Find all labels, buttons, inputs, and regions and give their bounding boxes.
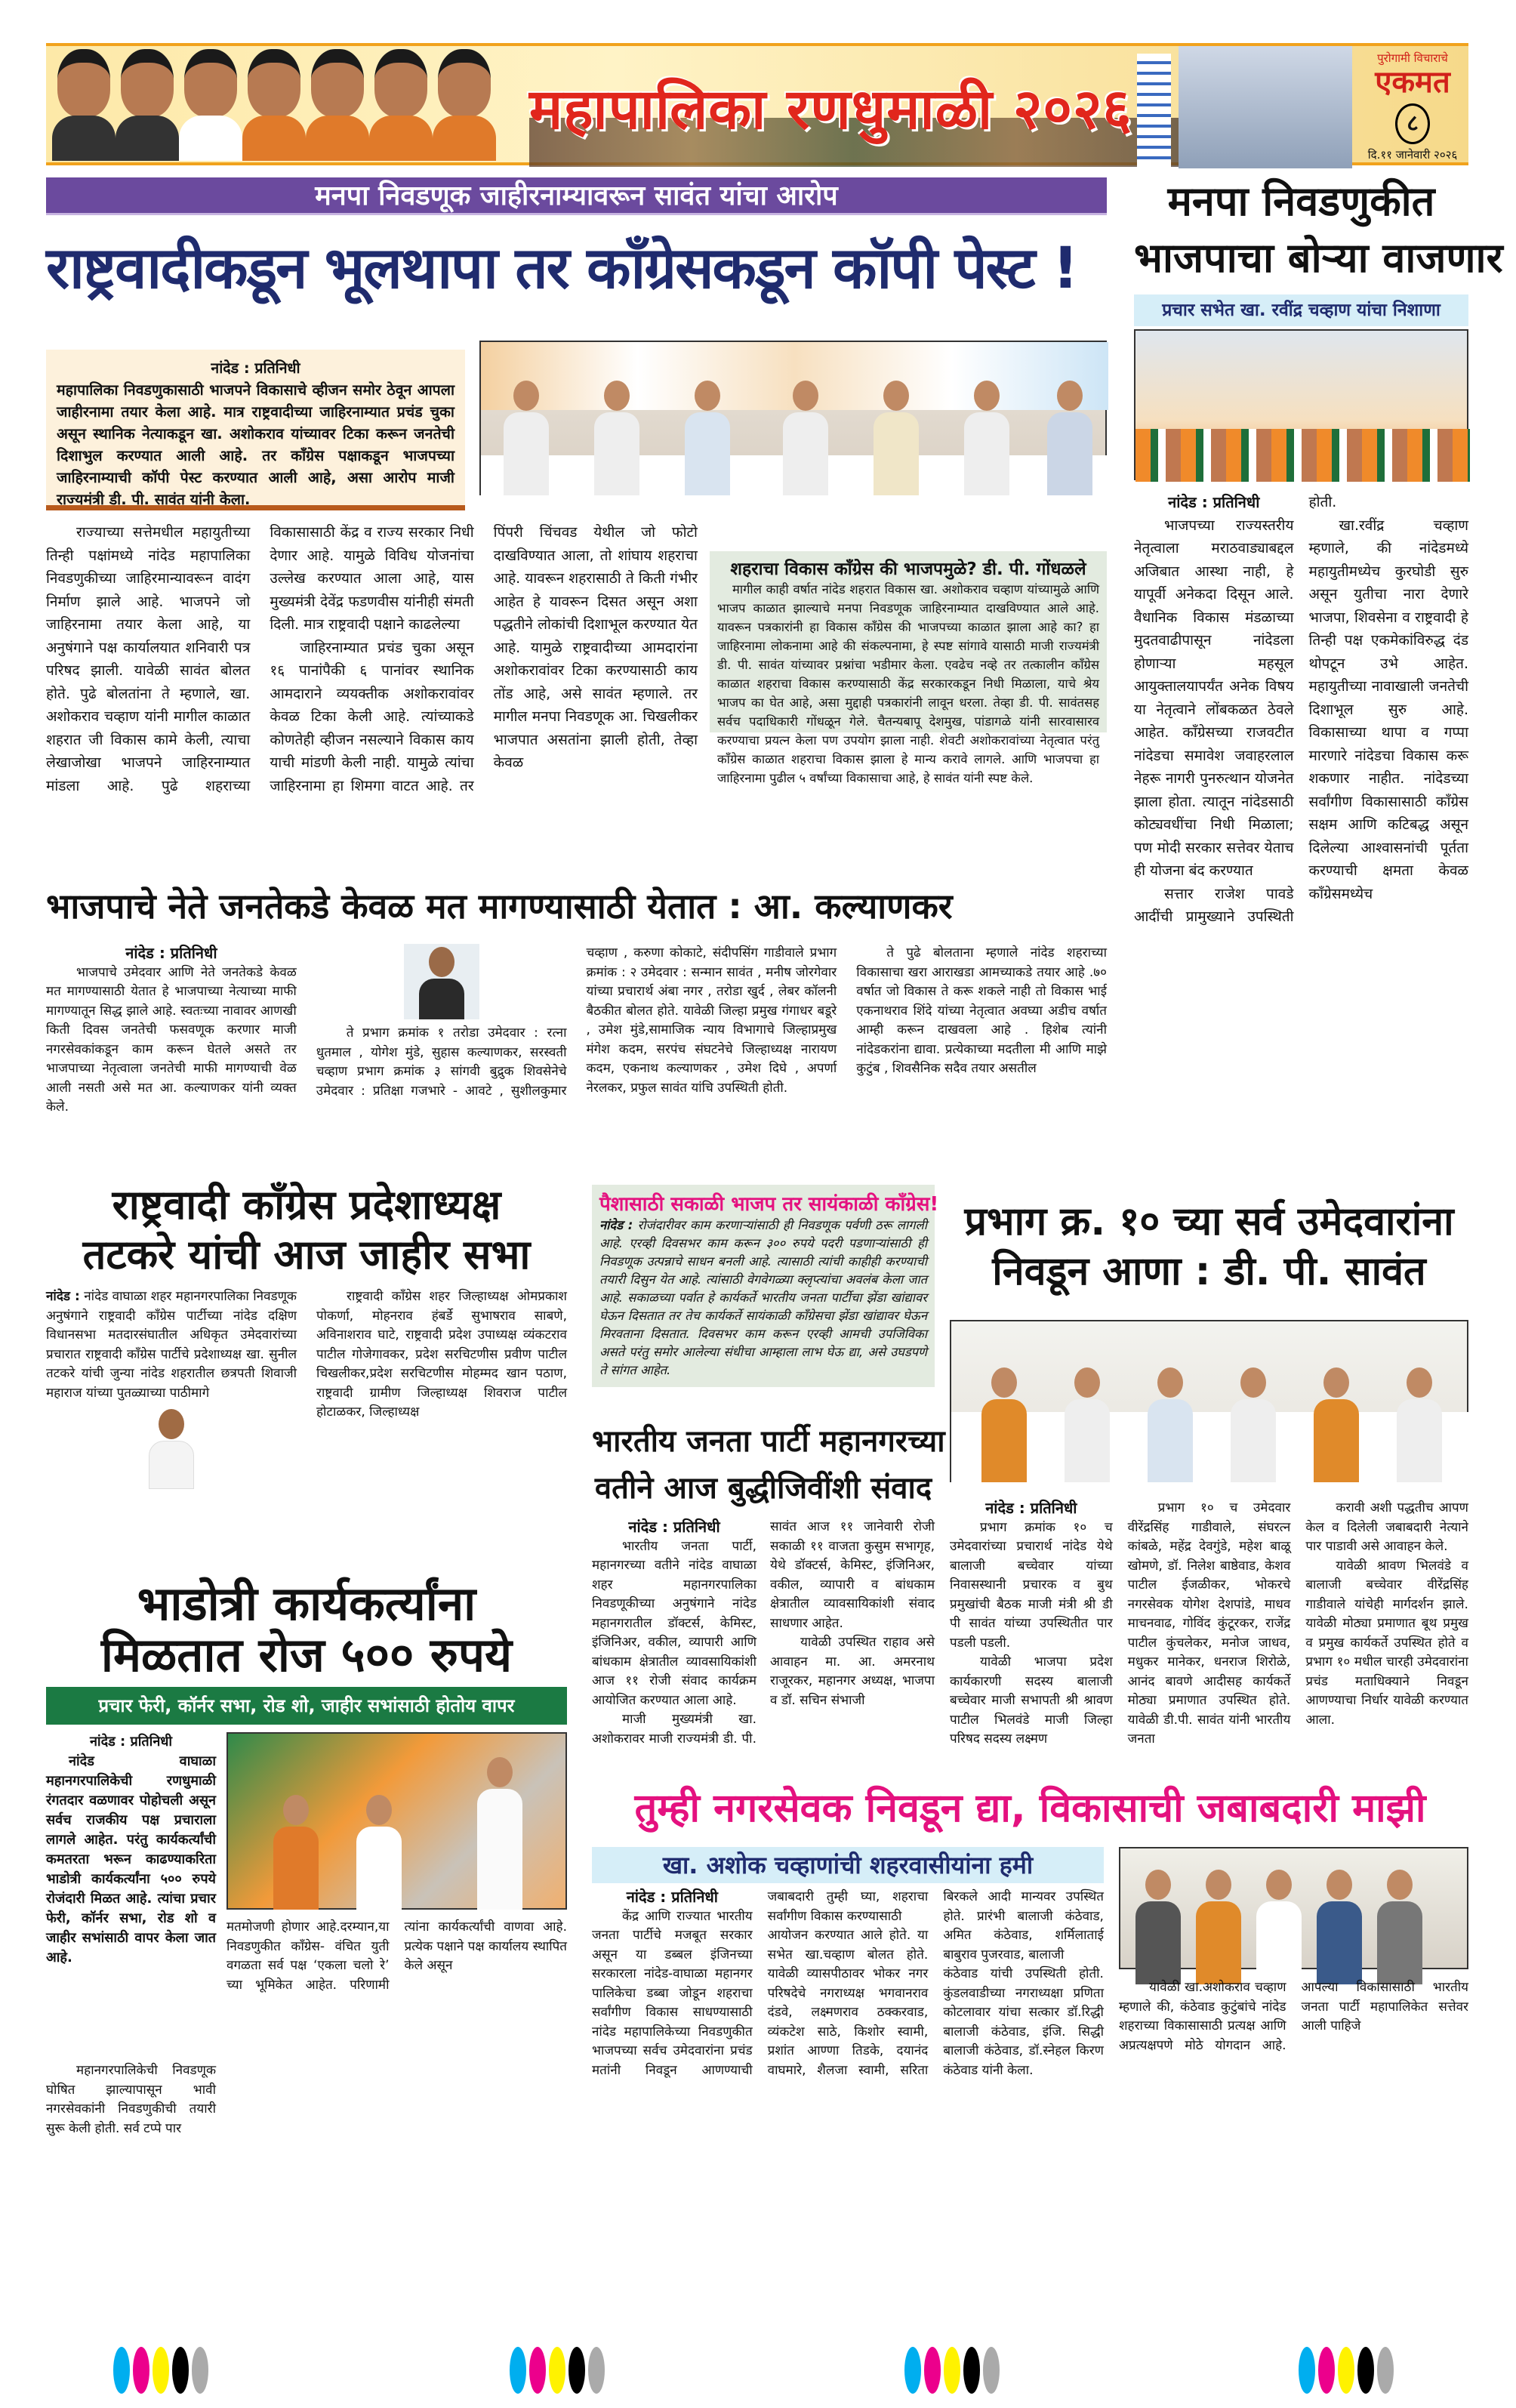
color-registration-marks [510, 2347, 605, 2394]
right-body-paragraph: सत्तार राजेश पावडे आदींची प्रामुख्याने उपस्थिती होती. [1134, 494, 1337, 925]
prabhag10-body-paragraph: प्रभाग क्रमांक १० च उमेदवारांच्या प्रचारार्थ नांदेड येथे बालाजी बच्चेवार यांच्या निवासस्थानी प्रचारक व बुथ प्रमुखांची बैठक माजी मंत्री श्री डी पी सावंत यांच्या उपस्थितीत पार पडली पडली. [950, 1519, 1113, 1651]
sidebar-box-headline: शहराचा विकास काँग्रेस की भाजपमुळे? डी. पी. गोंधळले [730, 560, 1086, 579]
tatkare-body [46, 1287, 567, 1552]
kalyankar-body-paragraph: ते प्रभाग क्रमांक १ तरोडा उमेदवार : रत्ना धुतमाल , योगेश मुंडे, सुहास कल्याणकर, सरस्वती चव्हाण प्रभाग क्रमांक ३ सांगवी बुद्रुक शिवसेनेचे उमेदवार : प्रतिक्षा गजभारे - आवटे , सुशीलकुमार चव्हाण , करुणा कोकाटे, संदीपसिंग गाडीवाले प्रभाग क्रमांक : २ उमेदवार : सन्मान सावंत , मनीष जोरगेवार यांच्या प्रचारार्थ अंबा नगर , तरोडा खुर्द , लेबर कॉलनी बैठकीत बोलत होते. यावेळी जिल्हा प्रमुख गंगाधर बडूरे , उमेश मुंडे,सामाजिक न्याय विभागाचे जिल्हाप्रमुख मंगेश कदम, सरपंच संघटनेचे जिल्हाध्यक्ष नारायण कदम, एकनाथ कल्याणकर , उमेश दिघे , अपर्णा नेरलकर, प्रफुल सावंत यांचि उपस्थिती होती. [316, 945, 837, 1099]
paper-logo [1360, 51, 1465, 162]
dateline: नांदेड : [599, 1218, 633, 1232]
dateline: नांदेड : प्रतिनिधी [1168, 493, 1260, 511]
buddhijivi-body [592, 1518, 935, 1771]
candidate-photo [306, 49, 369, 162]
sidebar-box-text: मागील काही वर्षात नांदेड शहरात विकास खा. अशोकराव चव्हाण यांच्यामुळे आणि भाजप काळात झाल्याचे मनपा निवडणूक जाहिरनाम्यात दाखविण्यात आले आहे. यावरून पत्रकारांनी हा विकास काँग्रेस की भाजपच्या काळात झाला आहे का? हा जाहिरनामा लोकनामा आहे की संकल्पनामा, हे स्पष्ट सांगावे यासाठी माजी राज्यमंत्री डी. पी. सावंत यांच्यावर प्रश्नांचा भडीमार केला. एवढेच नव्हे तर तत्कालीन काँग्रेस काळात शहराचा विकास करण्यासाठी केंद्र सरकारकडून निधी मिळाला, याचे श्रेय भाजप का घेत आहे, असा मुद्दाही पत्रकारांनी लावून धरला. तेव्हा डी. पी. सावंतसह सर्वच पदाधिकारी गोंधळून गेले. चैतन्यबापू देशमुख, पांडागळे यांनी सारवासारव करण्याचा प्रयत्न केला पण उपयोग झाला नाही. शेवटी अशोकरावांच्या नेतृत्वात परंतु काँग्रेस काळात शहराचा विकास झाला हे मान्य करावे लागले. आणि भाजपचा हा जाहिरनामा पुढील ५ वर्षांच्या विकासाचा आहे, हे सावंत यांनी स्पष्ट केले. [717, 582, 1099, 785]
tatkare-body-paragraph: नांदेड वाघाळा शहर महानगरपालिका निवडणूक अनुषंगाने राष्ट्रवादी काँग्रेस पार्टीच्या नांदेड दक्षिण विधानसभा मतदारसंघातील अधिकृत उमेदवारांच्या प्रचारात राष्ट्रवादी काँग्रेस पार्टीचे प्रदेशाध्यक्ष खा. सुनील तटकरे यांची जुन्या नांदेड शहरातील छत्रपती शिवाजी महाराज यांच्या पुतळ्याच्या पाठीमागे [46, 1289, 297, 1401]
bhadotri-body-paragraph: महानगरपालिकेची निवडणूक घोषित झाल्यापासून भावी नगरसेवकांनी निवडणुकीची तयारी सुरू केली होती. सर्व टप्पे पार [46, 2063, 216, 2136]
right-headline-line: भाजपाचा बोऱ्या वाजणार [1134, 234, 1503, 282]
buddhijivi-headline-line: भारतीय जनता पार्टी महानगरच्या [592, 1424, 945, 1459]
kalyankar-body-paragraph: ते पुढे बोलताना म्हणाले नांदेड शहराच्या विकासाचा खरा आराखडा आमच्याकडे तयार आहे .७० वर्षात जो विकास ते करू शकले नाही तो विकास भाई एकनाथराव शिंदे यांच्या नेतृत्वात अवघ्या अडीच वर्षात आम्ही करून दाखवला आहे . हिशेब त्यांनी नांदेडकरांना द्यावा. प्रत्येकाच्या मदतीला मी आणि माझे कुटुंब , शिवसैनिक सदैव तयार असतील [856, 945, 1107, 1076]
chavan-meeting-photo [1119, 1847, 1468, 1969]
chavan-headline: तुम्ही नगरसेवक निवडून द्या, विकासाची जबाबदारी माझी [634, 1786, 1426, 1831]
candidate-photo [52, 49, 116, 162]
kalyankar-headline: भाजपाचे नेते जनतेकडे केवळ मत मागण्यासाठी येतात : आ. कल्याणकर [46, 886, 953, 927]
prabhag10-body-paragraph: प्रभाग १० च उमेदवार वीरेंद्रसिंह गाडीवाले, संघरत्न कांबळे, महेंद्र देवगुंडे, महेश बाळू खोमणे, डॉ. निलेश बाष्ठेवाड, केशव पाटील ईजळीकर, भोकरचे नगरसेवक योगेश देशपांडे, माधव माचनवाढ, गोविंद कुंटूरकर, राजेंद्र पाटील कुंचलेकर, मनोज जाधव, मधुकर मानेकर, धनराज शिरोळे, आनंद बावणे आदीसह कार्यकर्ते मोठ्या प्रमाणात उपस्थित होते. यावेळी डी.पी. सावंत यांनी भारतीय जनता [1127, 1500, 1291, 1747]
buddhijivi-body-paragraph: यावेळी उपस्थित राहाव असे आवाहन मा. आ. अमरनाथ राजूरकर, महानगर अध्यक्ष, भाजपा व डॉ. सचिन संभाजी [770, 1635, 935, 1708]
right-subhead: प्रचार सभेत खा. रवींद्र चव्हाण यांचा निशाणा [1134, 294, 1468, 326]
candidate-photo [369, 49, 433, 162]
paisa-box-text: रोजंदारीवर काम करणाऱ्यांसाठी ही निवडणूक पर्वणी ठरू लागली आहे. एरव्ही दिवसभर काम करून ३०० रुपये पदरी पडणाऱ्यांसाठी ही निवडणूक उत्पन्नाचे साधन बनली आहे. त्यासाठी त्यांची काहीही करण्याची तयारी दिसुन येत आहे. त्यांसाठी वेगवेगळ्या क्लृप्त्यांचा अवलंब केला जात आहे. सकाळच्या पर्वात हे कार्यकर्ते भारतीय जनता पार्टीचा झेंडा खांद्यावर घेऊन दिसतात तर तेच कार्यकर्ते सायंकाळी काँग्रेसचा झेंडा खांद्यावर घेऊन मिरवताना दिसतात. दिवसभर काम करून एरव्ही आमची उपजिविका असते परंतु समोर आलेल्या संधीचा आम्हाला लाभ घेऊ द्या, असे उघडपणे ते सांगत आहेत. [599, 1218, 927, 1377]
paisa-box-headline: पैशासाठी सकाळी भाजप तर सायंकाळी काँग्रेस! [599, 1193, 939, 1216]
tatkare-portrait [130, 1406, 213, 1489]
evm-ballot-image [1137, 54, 1171, 167]
buddhijivi-headline [592, 1418, 945, 1512]
issue-date: दि.११ जानेवारी २०२६ [1367, 148, 1458, 162]
lead-body-paragraph: राज्याच्या सत्तेमधील महायुतीच्या तिन्ही पक्षांमध्ये नांदेड महापालिका निवडणुकीच्या जाहिरमान्यावरून वादंग निर्माण झाले आहे. भाजपने जो जाहिरनामा तयार केला आहे, या अनुषंगाने पक्ष कार्यालयात शनिवारी पत्र परिषद झाली. यावेळी सावंत बोलत होते. पुढे बोलतांना ते म्हणाले, खा. अशोकराव चव्हाण यांनी मागील काळात शहरात जी विकास कामे केली, त्याचा लेखाजोखा भाजपने जाहिरनाम्यात मांडला आहे. पुढे शहराच्या विकासासाठी केंद्र व राज्य सरकार निधी देणार आहे. यामुळे विविध योजनांचा उल्लेख करण्यात आला आहे, यास मुख्यमंत्री देवेंद्र फडणवीस यांनीही संमती दिली. मात्र राष्ट्रवादी पक्षाने काढलेल्या [46, 524, 474, 794]
bhadotri-body-paragraph: मतमोजणी होणार आहे.दरम्यान,या निवडणुकीत काँग्रेस- वंचित युती वगळता सर्व पक्ष ‘एकला चलो रे’ च्या भूमिकेत आहेत. परिणामी त्यांना कार्यकर्त्यांची वाणवा आहे. प्रत्येक पक्षाने पक्ष कार्यालय स्थापित केले असून [226, 1919, 567, 1993]
chavan-body-paragraph: कंठेवाड यांची उपस्थिती होती. कुंडलवाडीच्या नगराध्यक्षा प्रणिता कोटलावार यांचा सत्कार डॉ.रिद्धी बालाजी कंठेवाड, इंजि. सिद्धी बालाजी कंठेवाड, डॉ.स्नेहल किरण कंठेवाड यांनी केला. [943, 1966, 1104, 2078]
paper-tagline: पुरोगामी विचाराचे [1377, 51, 1448, 65]
chavan-body-paragraph: यावेळी खा.अशोकराव चव्हाण म्हणाले की, कंठेवाड कुटुंबांचे नांदेड शहराच्या विकासासाठी प्रत्यक्ष आणि अप्रत्यक्षपणे मोठे योगदान आहे. आपल्या विकासासाठी भारतीय जनता पार्टी महापालिकेत सत्तेवर आली पाहिजे [1119, 1980, 1468, 2053]
campaign-crowd-photo [226, 1732, 567, 1910]
prabhag10-headline-line: निवडून आणा : डी. पी. सावंत [992, 1249, 1426, 1294]
prabhag10-body-paragraph: यावेळी श्रावण भिलवंडे व बालाजी बच्चेवार वीरेंद्रसिंह गाडीवाले यांचेही मार्गदर्शन झाले. यावेळी मोठ्या प्रमाणात बूथ प्रमुख व प्रमुख कार्यकर्ते उपस्थित होते व प्रभाग १० मधील चारही उमेदवारांना प्रचंड मताधिक्याने निवडून आणण्याचा निर्धार यावेळी करण्यात आला. [1305, 1558, 1468, 1728]
candidate-photo [433, 49, 496, 162]
tatkare-headline-line: तटकरे यांची आज जाहीर सभा [82, 1231, 531, 1278]
bhadotri-lead [46, 1732, 216, 2057]
color-registration-marks [1299, 2347, 1394, 2394]
dateline: नांदेड : प्रतिनिधी [89, 1734, 173, 1750]
lead-headline: राष्ट्रवादीकडून भूलथापा तर काँग्रेसकडून कॉपी पेस्ट ! [46, 234, 1077, 301]
candidate-photo [179, 49, 242, 162]
masthead-title: महापालिका रणधुमाळी २०२६ [529, 77, 1132, 142]
color-registration-marks [113, 2347, 208, 2394]
paper-name: एकमत [1375, 65, 1450, 100]
right-body-paragraph: खा.रवींद्र चव्हाण म्हणाले, की नांदेडमध्ये महायुतीमध्येच कुरघोडी सुरु असून युतीचा नारा देणारे भाजपा, शिवसेना व राष्ट्रवादी हे तिन्ही पक्ष एकमेकांविरुद्ध दंड थोपटून उभे आहेत. महायुतीच्या नावाखाली जनतेची दिशाभूल सुरु आहे. विकासाच्या थापा व गप्पा मारणारे नांदेडचा विकास करू शकणार नाहीत. नांदेडच्या सर्वांगीण विकासासाठी काँग्रेस सक्षम आणि कटिबद्ध असून दिलेल्या आश्वासनांची पूर्तता करण्याची क्षमता केवळ काँग्रेसमध्येच [1308, 516, 1468, 902]
bhadotri-headline [46, 1578, 567, 1681]
prabhag10-body-paragraph: करावी अशी पद्धतीच आपण केल व दिलेली जबाबदारी नेत्याने पार पाडावी असे आवाहन केले. [1305, 1500, 1468, 1554]
press-conference-photo [479, 341, 1107, 495]
right-headline [1134, 172, 1503, 285]
candidate-photo [242, 49, 306, 162]
lead-body [46, 521, 698, 868]
rally-photo [1134, 329, 1468, 480]
lead-kicker: मनपा निवडणूक जाहीरनाम्यावरून सावंत यांचा आरोप [46, 177, 1107, 215]
chavan-body-paragraph: आयोजन करण्यात आले होते. या सभेत खा.चव्हाण बोलत होते. यावेळी व्यासपीठावर भोकर नगर परिषदेचे नगराध्यक्ष भगवानराव दंडवे, लक्ष्मणराव ठक्करवाड, व्यंकटेश साठे, किशोर स्वामी, प्रशांत आण्णा तिडके, दयानंद वाघमारे, शैलजा स्वामी, सरिता बिरकले आदी मान्यवर उपस्थित होते. प्रारंभी बालाजी कंठेवाड, अमित कंठेवाड, शर्मिलाताई बाबुराव पुजरवाड, बालाजी [767, 1889, 1104, 2078]
lead-body-paragraph: जाहिरनाम्यात प्रचंड चुका असून १६ पानांपैकी ६ पानांवर स्थानिक आमदाराने व्ययक्तीक अशोकरावांवर केवळ टिका केली आहे. त्यांच्याकडे कोणतेही व्हीजन नसल्याने विकास काय याची मांडणी केली नाही. यामुळे त्यांचा जाहिरनामा हा शिमगा वाटत आहे. तर पिंपरी चिंचवड येथील जो फोटो दाखविण्यात आला, तो शांघाय शहराचा आहे. यावरून शहरासाठी ते किती गंभीर आहेत हे यावरून दिसत असून अशा पद्धतीने लोकांची दिशाभूल करण्यात येत आहे. यामुळे राष्ट्रवादीच्या आमदारांना अशोकरावांवर टिका करण्यासाठी काय तोंड आहे, असे सावंत म्हणाले. तर मागील मनपा निवडणूक आ. चिखलीकर भाजपात असतांना झाली होती, तेव्हा केवळ [270, 524, 698, 794]
paisa-box [592, 1185, 939, 1387]
bhadotri-lead-text: नांदेड वाघाळा महानगरपालिकेची रणधुमाळी रंगतदार वळणावर पोहोचली असून सर्वच राजकीय पक्ष प्रचाराला लागले आहेत. परंतु कार्यकर्त्यांची कमतरता भरून काढण्याकरिता भाडोत्री कार्यकर्त्यांना ५०० रुपये रोजंदारी मिळत आहे. त्यांचा प्रचार फेरी, कॉर्नर सभा, रोड शो व जाहीर सभांसाठी वापर केला जात आहे. [46, 1753, 216, 1966]
bhadotri-headline-line: भाडोत्री कार्यकर्त्यांना [137, 1576, 476, 1631]
color-registration-marks [904, 2347, 1000, 2394]
prabhag10-meeting-photo [950, 1320, 1468, 1482]
candidate-photo [116, 49, 179, 162]
chavan-subhead: खा. अशोक चव्हाणांची शहरवासीयांना हमी [592, 1847, 1104, 1883]
page-number: ८ [1395, 103, 1430, 144]
dateline: नांदेड : प्रतिनिधी [626, 1888, 718, 1906]
kalyankar-body-paragraph: भाजपाचे उमेदवार आणि नेते जनतेकडे केवळ मत मागण्यासाठी येतात हे भाजपाच्या नेत्याच्या माफी मागण्यातून सिद्ध झाले आहे. स्वतःच्या नावावर आणखी किती दिवस जनतेची फसवणूक करणार माजी नगरसेवकांकडून काम करून घेतले असते तर भाजपाच्या नेतृत्वाला जनतेची माफी मागण्याची वेळ आली नसती असे मत आ. कल्याणकर यांनी व्यक्त केले. [46, 964, 297, 1115]
dateline: नांदेड : [46, 1289, 80, 1304]
dateline: नांदेड : प्रतिनिधी [985, 1499, 1077, 1517]
kalyankar-portrait [404, 944, 479, 1019]
right-body-paragraph: भाजपच्या राज्यस्तरीय नेतृत्वाला मराठवाड्याबद्दल अजिबात आस्था नाही, हे यापूर्वी अनेकदा दिसून आले. वैधानिक विकास मंडळाच्या मुदतवाढीपासून नांदेडला होणाऱ्या महसूल आयुक्तालयापर्यंत अनेक विषय या नेतृत्वाने लोंबकळत ठेवले आहेत. काँग्रेसच्या राजवटीत नांदेडचा समावेश जवाहरलाल नेहरू नागरी पुनरुत्थान योजनेत झाला होता. त्यातून नांदेडसाठी कोट्यवधींचा निधी मिळाला; पण मोदी सरकार सत्तेवर येताच ही योजना बंद करण्यात [1134, 516, 1294, 879]
tatkare-headline [46, 1180, 567, 1280]
sidebar-box [710, 551, 1107, 785]
bhadotri-body-col1 [46, 2061, 216, 2318]
prabhag10-body-paragraph: यावेळी भाजपा प्रदेश कार्यकारणी सदस्य बालाजी बच्चेवार माजी सभापती श्री श्रावण पाटील भिलवंडे माजी जिल्हा परिषद सदस्य लक्ष्मण [950, 1654, 1113, 1747]
masthead-banner [46, 43, 1468, 165]
bhadotri-headline-line: मिळतात रोज ५०० रुपये [100, 1627, 513, 1682]
dateline: नांदेड : प्रतिनिधी [125, 944, 217, 962]
bhadotri-body-cols [226, 1918, 567, 2318]
chavan-body-right [1119, 1978, 1468, 2318]
buddhijivi-body-paragraph: माजी मुख्यमंत्री खा. अशोकरावर माजी राज्यमंत्री डी. पी. सावंत आज ११ जानेवारी रोजी सकाळी ११ वाजता कुसुम सभागृह, येथे डॉक्टर्स, केमिस्ट, इंजिनिअर, वकील, व्यापारी व बांधकाम क्षेत्रातील व्यावसायिकांशी संवाद साधणार आहेत. [592, 1519, 935, 1747]
kalyankar-body [46, 944, 1107, 1174]
tatkare-headline-line: राष्ट्रवादी काँग्रेस प्रदेशाध्यक्ष [112, 1181, 501, 1229]
prabhag10-body [950, 1499, 1468, 1771]
prabhag10-headline-line: प्रभाग क्र. १० च्या सर्व उमेदवारांना [964, 1199, 1454, 1244]
lead-intro-text: महापालिका निवडणुकासाठी भाजपने विकासाचे व्हीजन समोर ठेवून आपला जाहीरनामा तयार केला आहे. मात्र राष्ट्रवादीच्या जाहिरनाम्यात प्रचंड चुका असून स्थानिक नेत्याकडून खा. अशोकराव यांच्यावर टिका करून जनतेची दिशाभुल करण्यात आली आहे. तर काँग्रेस पक्षाकडून भाजपच्या जाहिरनाम्याची कॉपी पेस्ट करण्यात आली आहे, असा आरोप माजी राज्यमंत्री डी. पी. सावंत यांनी केला. [57, 381, 454, 508]
prabhag10-headline [950, 1197, 1468, 1296]
chavan-body-paragraph: केंद्र आणि राज्यात भारतीय जनता पार्टीचे मजबूत सरकार असून या डब्बल इंजिनच्या सरकारला नांदेड-वाघाळा महानगर पालिकेचा डब्बा जोडून शहराचा सर्वांगीण विकास साधण्यासाठी नांदेड महापालिकेच्या निवडणुकीत भाजपच्या सर्वच उमेदवारांना प्रचंड मतांनी निवडून आणण्याची जबाबदारी तुम्ही घ्या, शहराचा सर्वांगीण विकास करण्यासाठी [592, 1889, 929, 2078]
right-headline-line: मनपा निवडणुकीत [1167, 177, 1435, 225]
bhadotri-strap: प्रचार फेरी, कॉर्नर सभा, रोड शो, जाहीर सभांसाठी होतोय वापर [46, 1687, 567, 1725]
tatkare-body-paragraph: राष्ट्रवादी काँग्रेस शहर जिल्हाध्यक्ष ओमप्रकाश पोकर्णा, मोहनराव हंबर्डे सुभाषराव साबणे, अविनाशराव घाटे, राष्ट्रवादी प्रदेश उपाध्यक्ष व्यंकटराव पाटील गोजेगावकर, प्रदेश सरचिटणीस प्रवीण पाटील चिखलीकर,प्रदेश सरचिटणीस मोहम्मद खान पठाण, राष्ट्रवादी ग्रामीण जिल्हाध्यक्ष शिवराज पाटील होटाळकर, जिल्हाध्यक्ष [316, 1289, 567, 1420]
lead-intro-box [46, 350, 465, 510]
chavan-body [592, 1888, 1104, 2318]
dateline: नांदेड : प्रतिनिधी [211, 359, 300, 377]
buddhijivi-headline-line: वतीने आज बुद्धीजिवींशी संवाद [594, 1471, 932, 1506]
dateline: नांदेड : प्रतिनिधी [628, 1518, 720, 1536]
buddhijivi-body-paragraph: भारतीय जनता पार्टी, महानगरच्या वतीने नांदेड वाघाळा शहर महानगरपालिका निवडणूकीच्या अनुषंगाने नांदेड महानगरातील डॉक्टर्स, केमिस्ट, इंजिनिअर, वकील, व्यापारी आणि बांधकाम क्षेत्रातील व्यावसायिकांशी आज ११ रोजी संवाद कार्यक्रम आयोजित करण्यात आला आहे. [592, 1538, 756, 1708]
right-body [1134, 491, 1468, 1178]
municipal-building-image [1179, 46, 1352, 168]
